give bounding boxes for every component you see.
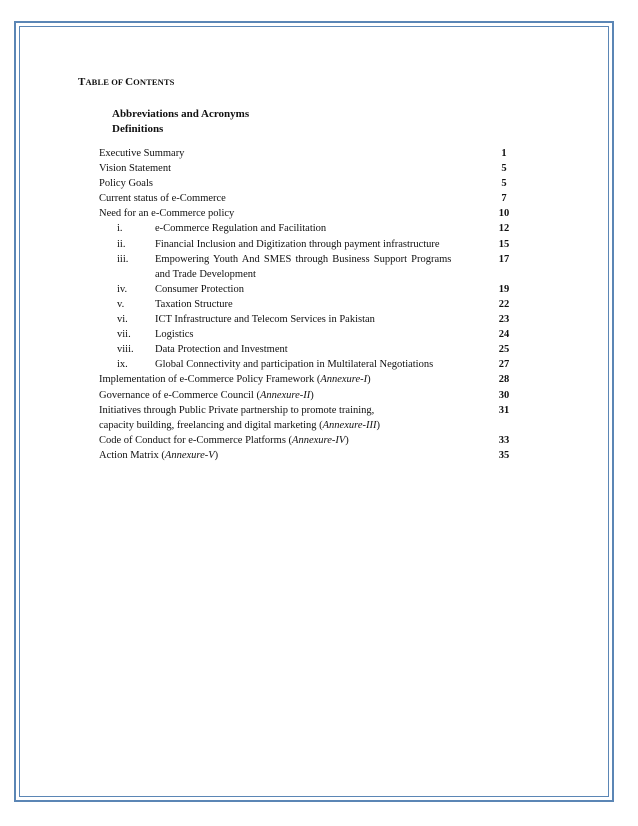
toc-entry-continuation: capacity building, freelancing and digital marketing (Annexure-III) xyxy=(99,419,380,431)
toc-entry: Implementation of e-Commerce Policy Framework (Annexure-I) 28 xyxy=(99,374,510,386)
toc-entry: Need for an e-Commerce policy 10 xyxy=(99,208,510,220)
toc-definitions: Definitions xyxy=(112,123,164,135)
toc-entry: Governance of e-Commerce Council (Annexure-II) 30 xyxy=(99,389,510,401)
toc-subentry: viii. Data Protection and Investment 25 xyxy=(117,344,510,356)
toc-subentry: vii. Logistics 24 xyxy=(117,329,510,341)
toc-list xyxy=(99,146,519,463)
toc-entry: Action Matrix (Annexure-V) 35 xyxy=(99,449,510,461)
toc-entry: Executive Summary 1 xyxy=(99,148,507,159)
toc-entry: Policy Goals 5 xyxy=(99,178,507,190)
toc-subentry: i. e-Commerce Regulation and Facilitation 12 xyxy=(117,223,510,235)
toc-subentry-continuation: and Trade Development xyxy=(155,268,256,280)
toc-entry: Vision Statement 5 xyxy=(99,163,507,175)
toc-title: TABLE OF CONTENTS xyxy=(78,76,175,88)
toc-subentry: ii. Financial Inclusion and Digitization through payment infrastructure 15 xyxy=(117,238,510,250)
toc-subentry: ix. Global Connectivity and participation in Multilateral Negotiations 27 xyxy=(117,359,510,371)
toc-abbreviations: Abbreviations and Acronyms xyxy=(112,108,250,120)
toc-subentry: v. Taxation Structure 22 xyxy=(117,298,510,310)
toc-entry: Initiatives through Public Private partnership to promote training, 31 xyxy=(99,404,510,416)
toc-entry: Code of Conduct for e-Commerce Platforms (Annexure-IV) 33 xyxy=(99,434,510,446)
toc-entry: Current status of e-Commerce 7 xyxy=(99,193,507,205)
toc-subentry: vi. ICT Infrastructure and Telecom Services in Pakistan 23 xyxy=(117,314,510,326)
toc-subentry: iv. Consumer Protection 19 xyxy=(117,283,510,295)
toc-subentry: iii. Empowering Youth And SMES through Business Support Programs 17 xyxy=(117,253,510,265)
